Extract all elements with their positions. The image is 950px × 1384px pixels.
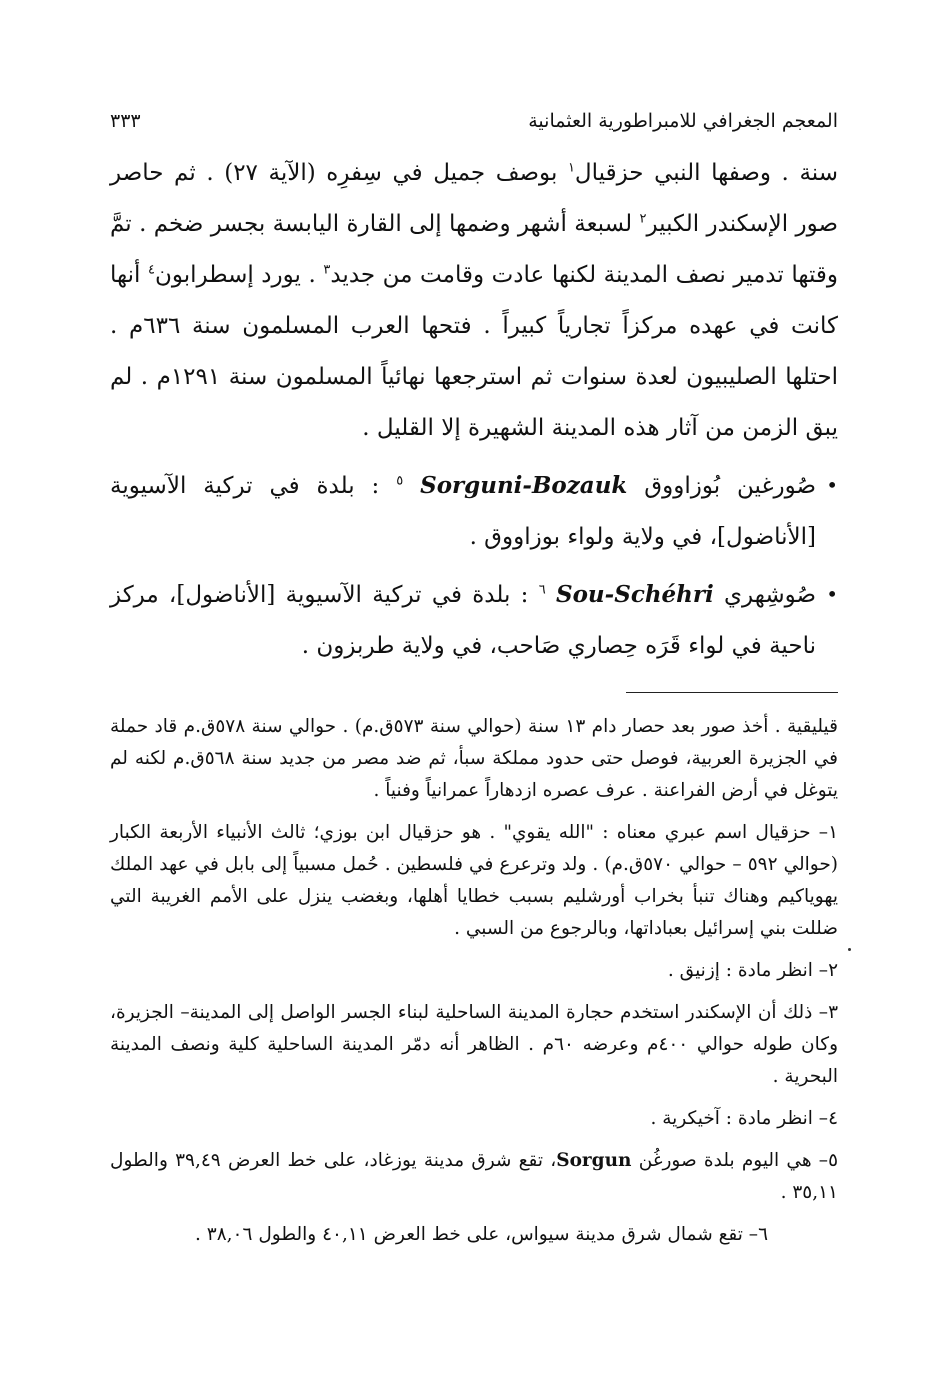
page-number: ٣٣٣ [110, 110, 141, 132]
footnote-ref-4[interactable]: ٤ [147, 262, 155, 278]
text-run: لسبعة أشهر وضمها إلى القارة اليابسة بجسر ضخم . تمَّ وقتها تدمير نصف المدينة لكنها عادت وقامت من جديد [110, 211, 838, 288]
page [110, 110, 838, 1261]
entry-arabic-name: صُورغين بُوزاووق [644, 473, 816, 499]
footnote-2: ٢– انظر مادة : إزنيق . [667, 960, 838, 981]
footnote-ref-5[interactable]: ٥ [396, 473, 404, 489]
text-run: بوصف جميل في سِفرِه (الآية ٢٧) . ثم حاصر صور الإسكندر الكبير [110, 160, 838, 237]
entry-description: : بلدة في تركية الآسيوية [الأناضول]، مركز ناحية في لواء قَرَه حِصاري صَاحب، في ولاية طربزون . [110, 582, 816, 659]
bullet-icon: • [826, 473, 838, 497]
running-title: المعجم الجغرافي للامبراطورية العثمانية [528, 110, 838, 132]
footnote-3: ٣– ذلك أن الإسكندر استخدم حجارة المدينة الساحلية لبناء الجسر الواصل إلى المدينة– الجزيرة، وكان طوله حوالي ٤٠٠م وعرضه ٦٠م . الظاهر أنه دمّر المدينة الساحلية كلية ونصف المدينة البحرية . [110, 1002, 839, 1087]
entry-sou-schehri [110, 569, 838, 672]
footnote-6: ٦– تقع شمال شرق مدينة سيواس، على خط العرض ٤٠,١١ والطول ٣٨,٠٦ . [195, 1224, 768, 1245]
text-run: أنها كانت في عهده مركزاً تجارياً كبيراً . فتحها العرب المسلمون سنة ٦٣٦م . احتلها الصليبيون لعدة سنوات ثم استرجعها نهائياً المسلمون سنة ١٢٩١م . لم يبق الزمن من آثار هذه المدينة الشهيرة إلا القليل . [110, 262, 838, 441]
running-header [110, 110, 838, 132]
footnotes [110, 711, 838, 1251]
text-run: ٥– هي اليوم بلدة صورغُن [631, 1150, 838, 1171]
main-paragraph [110, 148, 838, 454]
footnote-1: ١– حزقيال اسم عبري معناه : "الله يقوي" . هو حزقيال ابن بوزي؛ ثالث الأنبياء الأربعة الكبار (حوالي ٥٩٢ – حوالي ٥٧٠ق.م) . ولد وترعرع في فلسطين . حُمل مسبياً إلى بابل في عهد الملك يهوياكيم وهناك تنبأ بخراب أورشليم بسبب خطايا أهلها، وبغضب ينزل على الأمم الغريبة التي ضللت بني إسرائيل بعباداتها، وبالرجوع من السبي . [110, 822, 838, 939]
entry-latin-name: Sou-Schéhri [555, 581, 714, 608]
footnote-5 [110, 1145, 838, 1209]
footnote-ref-6[interactable]: ٦ [538, 582, 546, 598]
text-run: ، تقع شرق مدينة يوزغاد، على خط العرض ٣٩,٤٩ والطول ٣٥,١١ . [110, 1150, 838, 1203]
bullet-icon: • [826, 582, 838, 606]
footnote-continuation: قيليقية . أخذ صور بعد حصار دام ١٣ سنة (حوالي سنة ٥٧٣ق.م) . حوالي سنة ٥٧٨ق.م قاد حملة في الجزيرة العربية، فوصل حتى حدود مملكة سبأ، ثم ضد مصر من جديد سنة ٥٦٨ق.م لكنه لم يتوغل في أرض الفراعنة . عرف عصره ازدهاراً عمرانياً وفنياً . [110, 716, 838, 801]
main-text [110, 148, 838, 454]
entry-description: : بلدة في تركية الآسيوية [الأناضول]، في ولاية ولواء بوزاووق . [110, 473, 816, 550]
entry-sorguni-bozauk [110, 460, 838, 563]
text-run: سنة . وصفها النبي حزقيال [574, 160, 838, 186]
footnote-divider [626, 692, 838, 693]
scan-speck [848, 948, 851, 951]
entry-latin-name: Sorguni-Bozauk [420, 472, 628, 499]
footnote-ref-3[interactable]: ٣ [323, 262, 331, 278]
footnote-5-latin: Sorgun [556, 1150, 632, 1171]
footnote-ref-2[interactable]: ٢ [639, 211, 647, 227]
text-run: . يورد إسطرابون [154, 262, 324, 288]
footnote-4: ٤– انظر مادة : آخيكرية . [650, 1108, 838, 1129]
footnote-ref-1[interactable]: ١ [567, 160, 575, 176]
entry-arabic-name: صُوشِهري [724, 582, 817, 608]
